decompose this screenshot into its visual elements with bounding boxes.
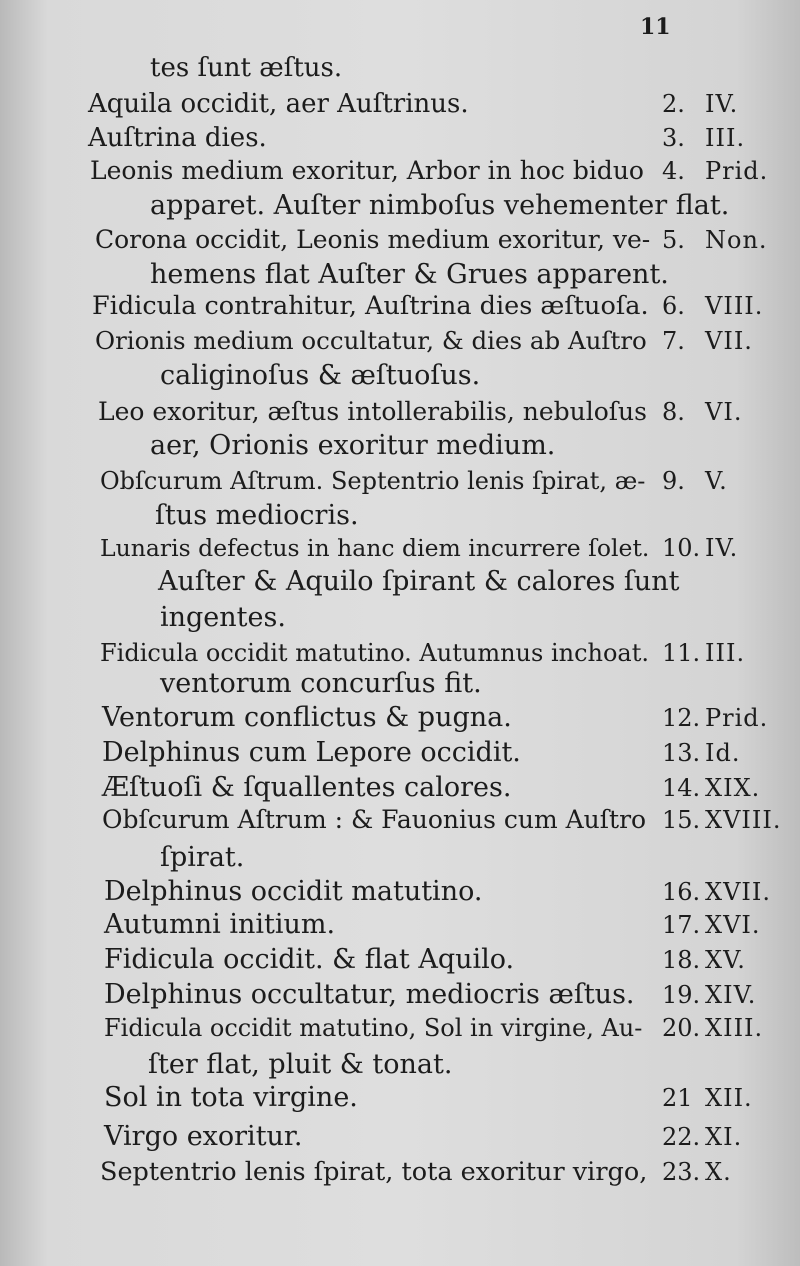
day-number: 5. <box>662 226 685 254</box>
line-text: Delphinus cum Lepore occidit. <box>102 737 521 768</box>
text-line <box>0 733 800 773</box>
text-line <box>0 698 800 738</box>
line-text: ſtus mediocris. <box>155 500 359 531</box>
text-line <box>0 48 800 88</box>
roman-date: XIX. <box>705 774 761 802</box>
day-number: 12. <box>662 704 701 732</box>
line-text: Fidicula contrahitur, Auſtrina dies æſtuoſa. <box>92 291 649 321</box>
line-text: ſter flat, pluit & tonat. <box>148 1049 453 1080</box>
roman-date: XIII. <box>705 1014 764 1042</box>
line-text: Obſcurum Aſtrum : & Fauonius cum Auſtro <box>102 805 647 834</box>
roman-date: IV. <box>705 534 739 562</box>
roman-date: Prid. <box>705 704 769 732</box>
text-line <box>0 1152 800 1192</box>
text-line <box>0 151 800 191</box>
line-text: Leonis medium exoritur, Arbor in hoc biduo <box>90 156 644 185</box>
text-line <box>0 461 800 501</box>
line-text: Aquila occidit, aer Auſtrinus. <box>88 89 469 119</box>
line-text: Fidicula occidit matutino, Sol in virgine, Au- <box>104 1014 643 1042</box>
day-number: 20. <box>662 1014 701 1042</box>
roman-date: XVII. <box>705 878 772 906</box>
line-text: Leo exoritur, æſtus intollerabilis, nebuloſus <box>98 397 647 426</box>
roman-date: IV. <box>705 90 739 118</box>
line-text: Corona occidit, Leonis medium exoritur, ve- <box>95 225 651 254</box>
text-line <box>0 800 800 840</box>
roman-date: VI. <box>705 398 743 426</box>
line-text: ſpirat. <box>160 842 245 873</box>
day-number: 23. <box>662 1158 701 1186</box>
line-text: Ventorum conflictus & pugna. <box>102 702 512 733</box>
line-text: Obſcurum Aſtrum. Septentrio lenis ſpirat, æ- <box>100 467 646 495</box>
text-line <box>0 1117 800 1157</box>
day-number: 17. <box>662 911 701 939</box>
day-number: 7. <box>662 327 685 355</box>
line-text: ingentes. <box>160 602 286 633</box>
line-text: Delphinus occultatur, mediocris æſtus. <box>104 979 635 1010</box>
day-number: 10. <box>662 534 701 562</box>
day-number: 11. <box>662 639 701 667</box>
roman-date: X. <box>705 1158 732 1186</box>
line-text: ventorum concurſus fit. <box>160 668 482 699</box>
day-number: 2. <box>662 90 685 118</box>
line-text: hemens flat Auſter & Grues apparent. <box>150 259 669 290</box>
roman-date: XI. <box>705 1123 743 1151</box>
roman-date: III. <box>705 124 746 152</box>
roman-date: XVIII. <box>705 806 782 834</box>
day-number: 16. <box>662 878 701 906</box>
text-line <box>0 426 800 466</box>
roman-date: XVI. <box>705 911 761 939</box>
day-number: 8. <box>662 398 685 426</box>
day-number: 22. <box>662 1123 701 1151</box>
roman-date: XIV. <box>705 981 757 1009</box>
text-line <box>0 286 800 326</box>
roman-date: XII. <box>705 1084 753 1112</box>
day-number: 9. <box>662 467 685 495</box>
line-text: Orionis medium occultatur, & dies ab Auſtro <box>95 326 647 355</box>
line-text: apparet. Auſter nimboſus vehementer flat. <box>150 190 730 221</box>
line-text: Fidicula occidit. & flat Aquilo. <box>104 944 515 975</box>
roman-date: XV. <box>705 946 746 974</box>
day-number: 6. <box>662 292 685 320</box>
day-number: 3. <box>662 124 685 152</box>
line-text: Sol in tota virgine. <box>104 1082 358 1113</box>
roman-date: VIII. <box>705 292 764 320</box>
roman-date: VII. <box>705 327 753 355</box>
line-text: Septentrio lenis ſpirat, tota exoritur virgo, <box>100 1157 648 1187</box>
line-text: Autumni initium. <box>104 909 336 940</box>
day-number: 13. <box>662 739 701 767</box>
day-number: 21 <box>662 1084 693 1112</box>
roman-date: Non. <box>705 226 768 254</box>
text-line <box>0 220 800 260</box>
line-text: tes ſunt æſtus. <box>150 53 343 83</box>
day-number: 15. <box>662 806 701 834</box>
roman-date: Id. <box>705 739 741 767</box>
line-text: Fidicula occidit matutino. Autumnus inchoat. <box>100 639 649 667</box>
text-line <box>0 562 800 602</box>
text-line <box>0 598 800 638</box>
day-number: 4. <box>662 157 685 185</box>
line-text: Delphinus occidit matutino. <box>104 876 483 907</box>
line-text: aer, Orionis exoritur medium. <box>150 430 556 461</box>
text-line <box>0 321 800 361</box>
text-line <box>0 1078 800 1118</box>
roman-date: V. <box>705 467 728 495</box>
day-number: 14. <box>662 774 701 802</box>
day-number: 19. <box>662 981 701 1009</box>
page-number: 11 <box>640 14 671 40</box>
line-text: caliginoſus & æſtuoſus. <box>160 360 481 391</box>
line-text: Æſtuoſi & ſquallentes calores. <box>102 772 512 803</box>
text-line <box>0 1008 800 1048</box>
roman-date: III. <box>705 639 746 667</box>
text-line <box>0 356 800 396</box>
day-number: 18. <box>662 946 701 974</box>
line-text: Auſtrina dies. <box>88 123 267 153</box>
line-text: Lunaris defectus in hanc diem incurrere ſolet. <box>100 534 650 562</box>
text-line <box>0 905 800 945</box>
line-text: Virgo exoritur. <box>104 1121 303 1152</box>
text-line <box>0 940 800 980</box>
line-text: Auſter & Aquilo ſpirant & calores ſunt <box>158 566 680 597</box>
roman-date: Prid. <box>705 157 769 185</box>
